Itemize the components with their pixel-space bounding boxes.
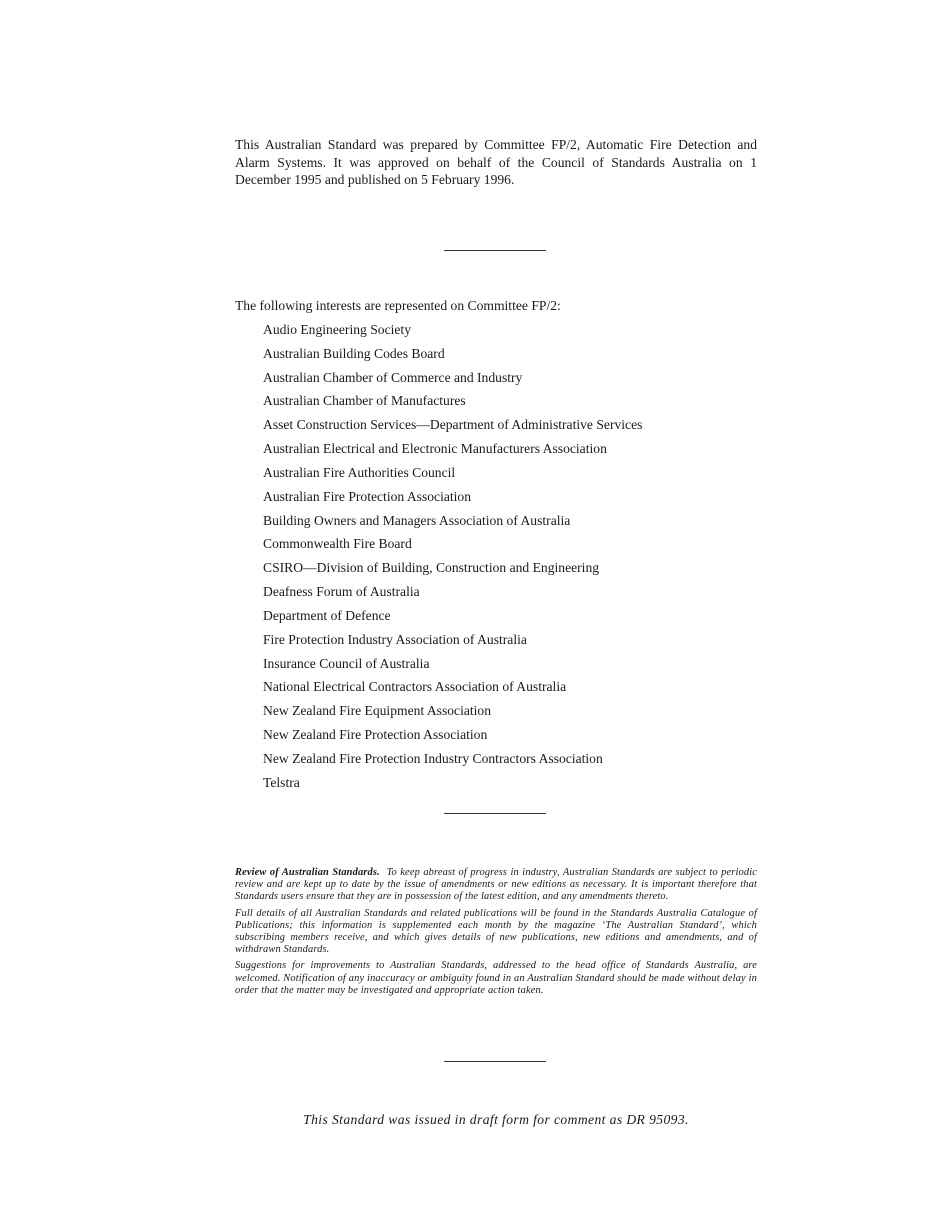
list-item: Insurance Council of Australia xyxy=(263,655,430,671)
list-item: Audio Engineering Society xyxy=(263,322,411,337)
section-divider xyxy=(444,813,546,814)
list-item: Australian Fire Authorities Council xyxy=(263,464,456,480)
section-divider xyxy=(444,250,546,251)
review-paragraph-2: Full details of all Australian Standards and related publications will be found in the Standards Australia Catalogue of Publications; this information is supplemented each month by the magazine ‘The Australian Standard’, which subscribing members receive, and which gives details of new publications, new editions and amendments, and of withdrawn Standards. xyxy=(235,907,757,956)
list-item: Department of Defence xyxy=(263,607,391,623)
review-notice xyxy=(235,867,757,1001)
list-item: Australian Electrical and Electronic Manufacturers Association xyxy=(263,441,607,457)
list-item: New Zealand Fire Equipment Association xyxy=(263,703,492,719)
list-item: Australian Chamber of Manufactures xyxy=(263,393,466,409)
list-item: Australian Chamber of Commerce and Industry xyxy=(263,369,523,385)
committee-intro-paragraph: This Australian Standard was prepared by Committee FP/2, Automatic Fire Detection and Alarm Systems. It was approved on behalf of the Council of Standards Australia on 1 December 1995 and published on 5 February 1996. xyxy=(235,137,757,187)
list-item: National Electrical Contractors Association of Australia xyxy=(263,679,567,695)
review-text-1: To keep abreast of progress in industry, Australian Standards are subject to periodic review and are kept up to date by the issue of amendments or new editions as necessary. It is important therefore that Standards users ensure that they are in possession of the latest edition, and any amendments thereto. xyxy=(235,867,757,903)
list-item: Building Owners and Managers Association of Australia xyxy=(263,512,571,528)
list-item: Australian Building Codes Board xyxy=(263,345,445,361)
draft-note: This Standard was issued in draft form for comment as DR 95093. xyxy=(303,1112,689,1127)
list-item: Australian Fire Protection Association xyxy=(263,488,472,504)
review-lead: Review of Australian Standards. xyxy=(235,867,380,878)
review-paragraph-3: Suggestions for improvements to Australian Standards, addressed to the head office of Standards Australia, are welcomed. Notification of any inaccuracy or ambiguity found in an Australian Standard should be made without delay in order that the matter may be investigated and appropriate action taken. xyxy=(235,960,757,996)
list-item: Telstra xyxy=(263,774,300,790)
list-item: Fire Protection Industry Association of Australia xyxy=(263,631,527,647)
interests-heading: The following interests are represented on Committee FP/2: xyxy=(235,298,561,313)
list-item: New Zealand Fire Protection Industry Contractors Association xyxy=(263,750,603,766)
list-item: Commonwealth Fire Board xyxy=(263,536,412,552)
committee-member-list xyxy=(263,321,642,798)
section-divider xyxy=(444,1061,546,1062)
document-page xyxy=(235,0,757,1230)
list-item: New Zealand Fire Protection Association xyxy=(263,727,488,743)
review-paragraph-1 xyxy=(235,867,757,904)
list-item: Asset Construction Services—Department of Administrative Services xyxy=(263,417,643,433)
list-item: CSIRO—Division of Building, Construction and Engineering xyxy=(263,560,600,576)
list-item: Deafness Forum of Australia xyxy=(263,584,420,600)
